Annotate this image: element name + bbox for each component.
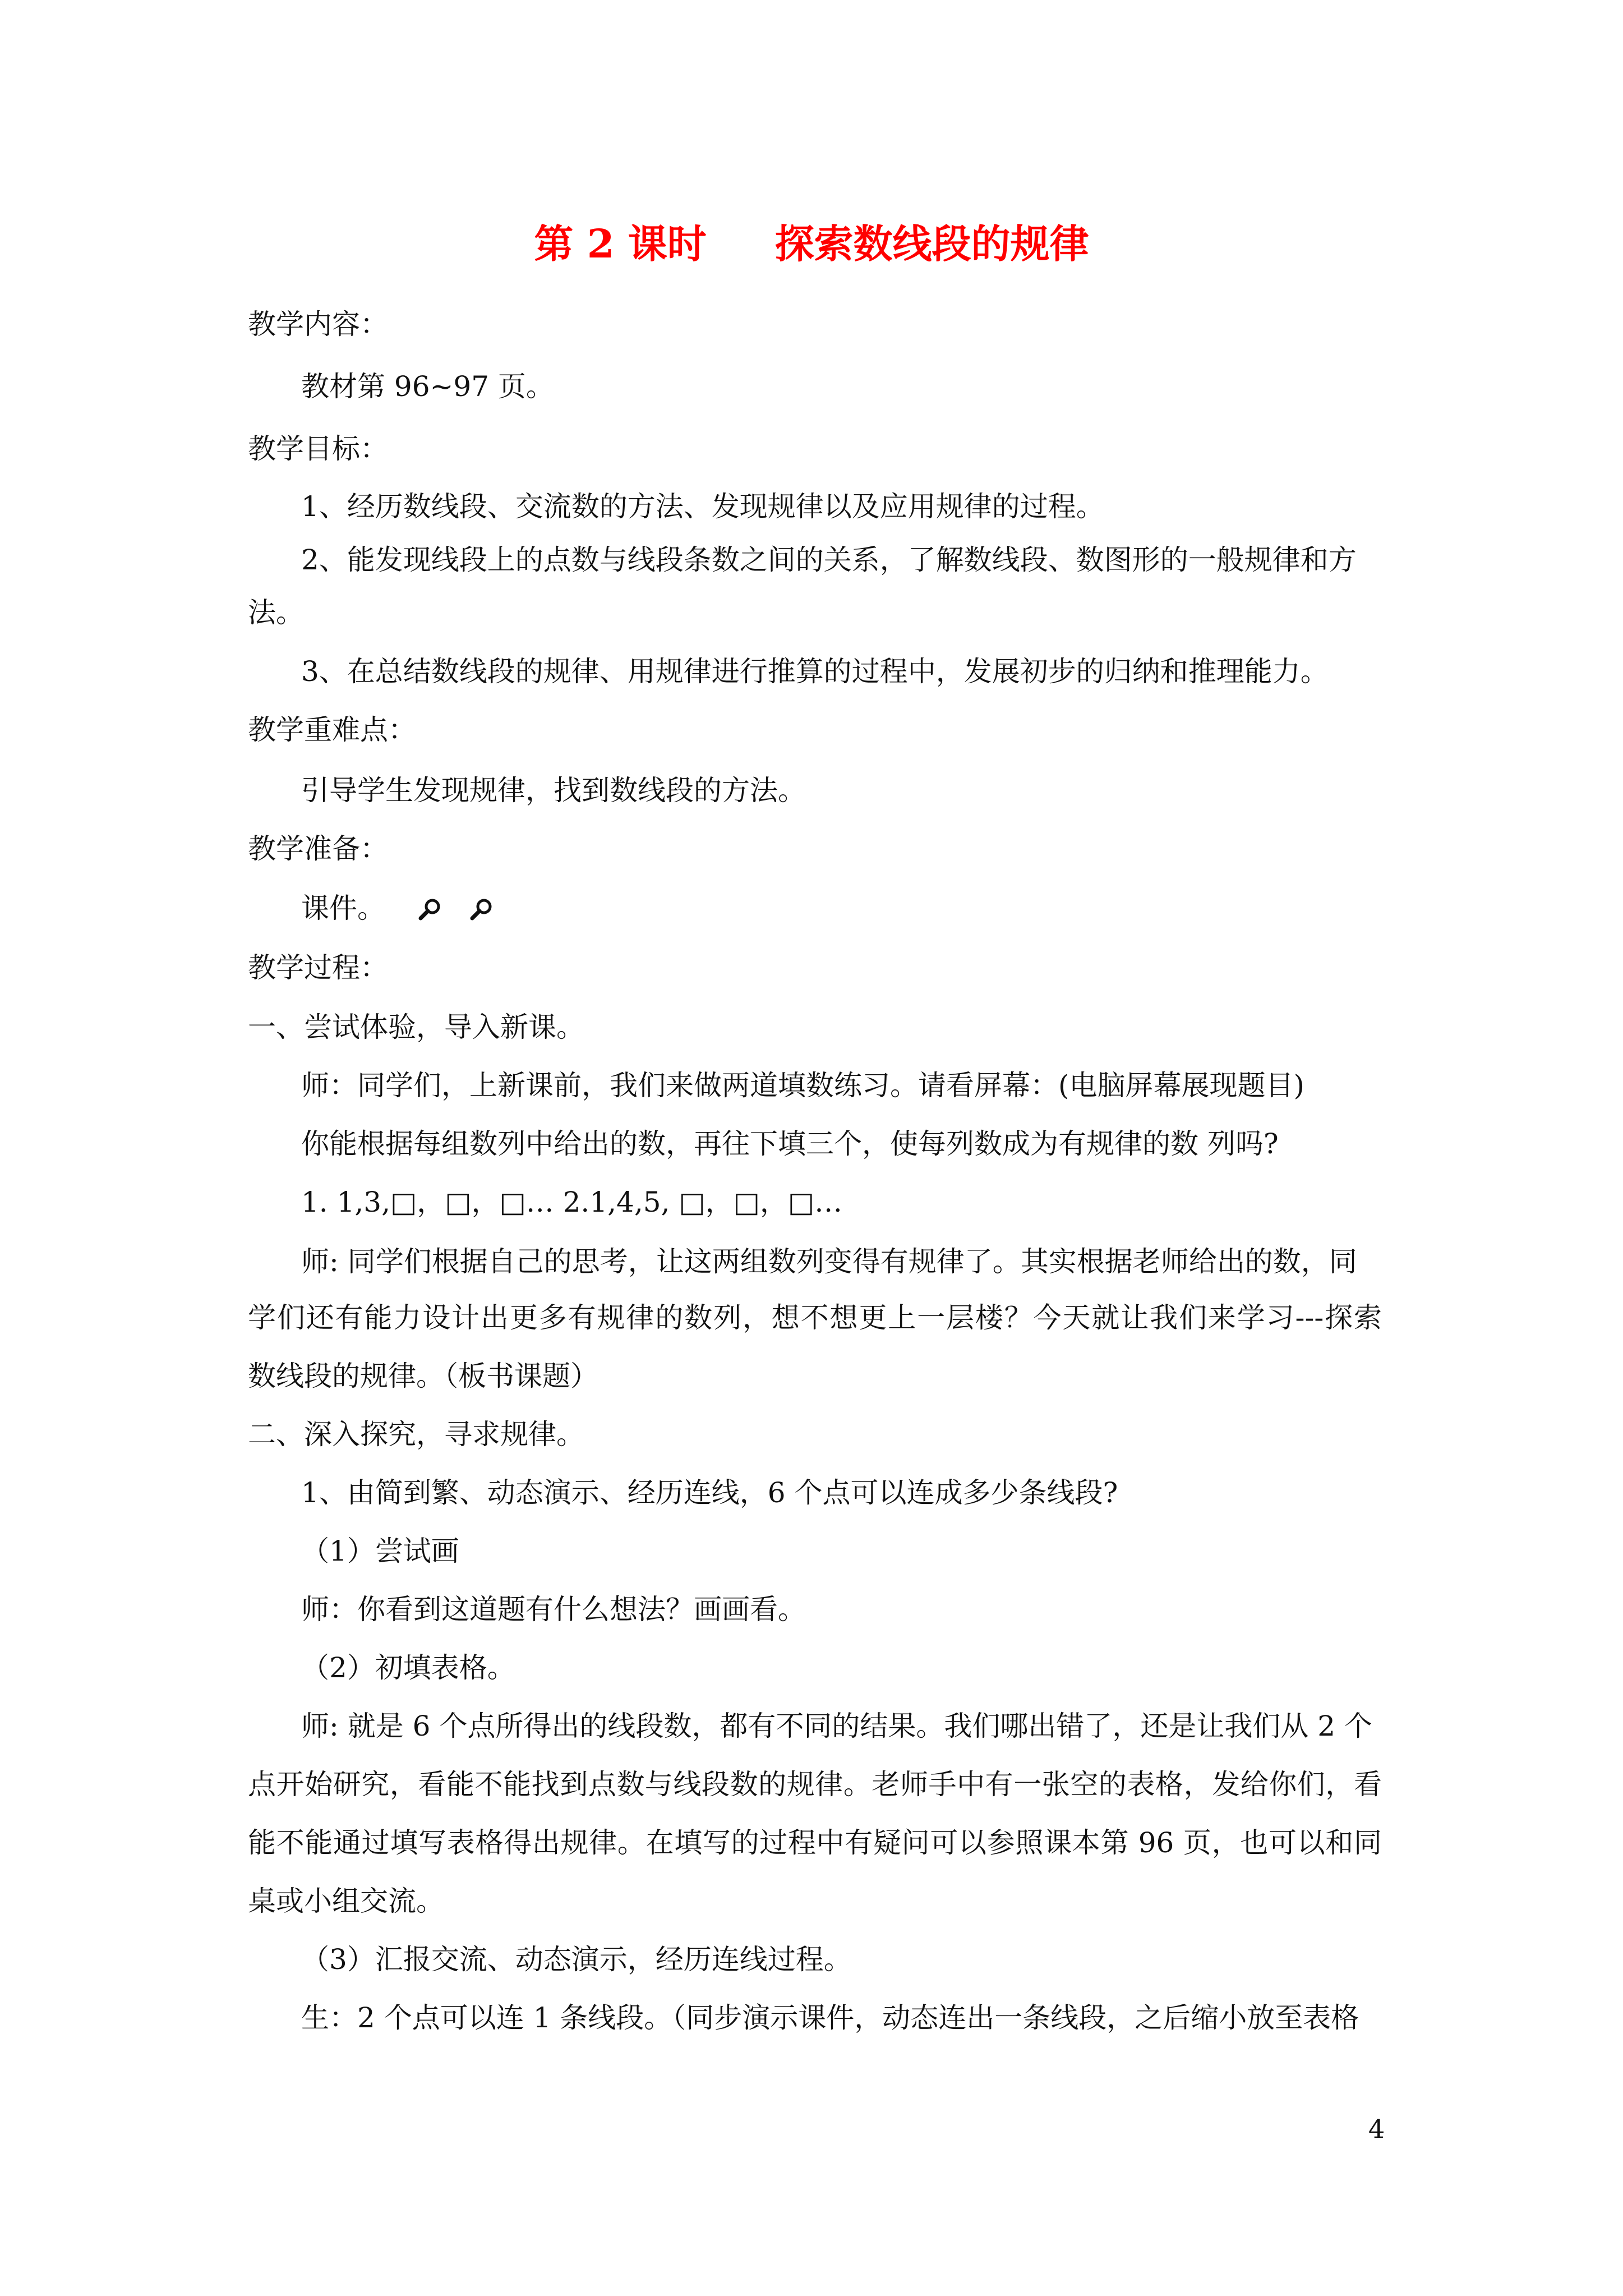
paragraph: 教材第 96~97 页。 — [301, 370, 554, 403]
paragraph: 1、经历数线段、交流数的方法、发现规律以及应用规律的过程。 — [301, 490, 1104, 523]
number-sequence-exercise: 1. 1,3,□，□，□… 2.1,4,5, □，□，□… — [301, 1186, 843, 1218]
paragraph: 3、在总结数线段的规律、用规律进行推算的过程中，发展初步的归纳和推理能力。 — [301, 655, 1329, 688]
preparation-line — [301, 889, 493, 928]
magnifier-icon — [418, 898, 441, 921]
section-heading: 一、尝试体验，导入新课。 — [248, 1011, 584, 1043]
heading-objectives: 教学目标： — [248, 432, 388, 465]
section-heading: 二、深入探究，寻求规律。 — [248, 1418, 584, 1451]
page-number: 4 — [1368, 2114, 1385, 2144]
heading-content: 教学内容： — [248, 308, 388, 341]
paragraph: 2、能发现线段上的点数与线段条数之间的关系，了解数线段、数图形的一般规律和方 — [301, 544, 1357, 576]
paragraph: （3）汇报交流、动态演示，经历连线过程。 — [301, 1943, 852, 1976]
paragraph: 师: 同学们根据自己的思考，让这两组数列变得有规律了。其实根据老师给出的数，同 — [301, 1245, 1357, 1278]
paragraph: 师：同学们，上新课前，我们来做两道填数练习。请看屏幕：(电脑屏幕展现题目) — [301, 1069, 1305, 1102]
paragraph: 数线段的规律。（板书课题） — [248, 1360, 598, 1392]
paragraph: 你能根据每组数列中给出的数，再往下填三个，使每列数成为有规律的数 列吗? — [301, 1128, 1279, 1160]
magnifier-icon — [469, 898, 493, 921]
paragraph: 桌或小组交流。 — [248, 1885, 444, 1917]
heading-preparation: 教学准备： — [248, 832, 388, 865]
heading-process: 教学过程： — [248, 951, 388, 984]
paragraph: 课件。 — [301, 892, 385, 924]
paragraph: （1）尝试画 — [301, 1535, 459, 1567]
paragraph: 点开始研究，看能不能找到点数与线段数的规律。老师手中有一张空的表格，发给你们，看 — [248, 1768, 1382, 1801]
paragraph: 学们还有能力设计出更多有规律的数列，想不想更上一层楼？今天就让我们来学习---探索 — [248, 1301, 1382, 1334]
paragraph: 师: 就是 6 个点所得出的线段数，都有不同的结果。我们哪出错了，还是让我们从 2 个 — [301, 1710, 1372, 1742]
paragraph: 法。 — [248, 596, 304, 629]
paragraph: 1、由简到繁、动态演示、经历连线，6 个点可以连成多少条线段? — [301, 1476, 1118, 1509]
paragraph: 能不能通过填写表格得出规律。在填写的过程中有疑问可以参照课本第 96 页，也可以和同 — [248, 1826, 1382, 1859]
paragraph: 师：你看到这道题有什么想法？画画看。 — [301, 1593, 806, 1626]
paragraph: （2）初填表格。 — [301, 1651, 515, 1684]
lesson-title: 第 2 课时 探索数线段的规律 — [534, 220, 1089, 267]
heading-key-points: 教学重难点： — [248, 714, 416, 746]
paragraph: 生：2 个点可以连 1 条线段。（同步演示课件，动态连出一条线段，之后缩小放至表格 — [301, 2001, 1359, 2034]
paragraph: 引导学生发现规律，找到数线段的方法。 — [301, 774, 806, 807]
